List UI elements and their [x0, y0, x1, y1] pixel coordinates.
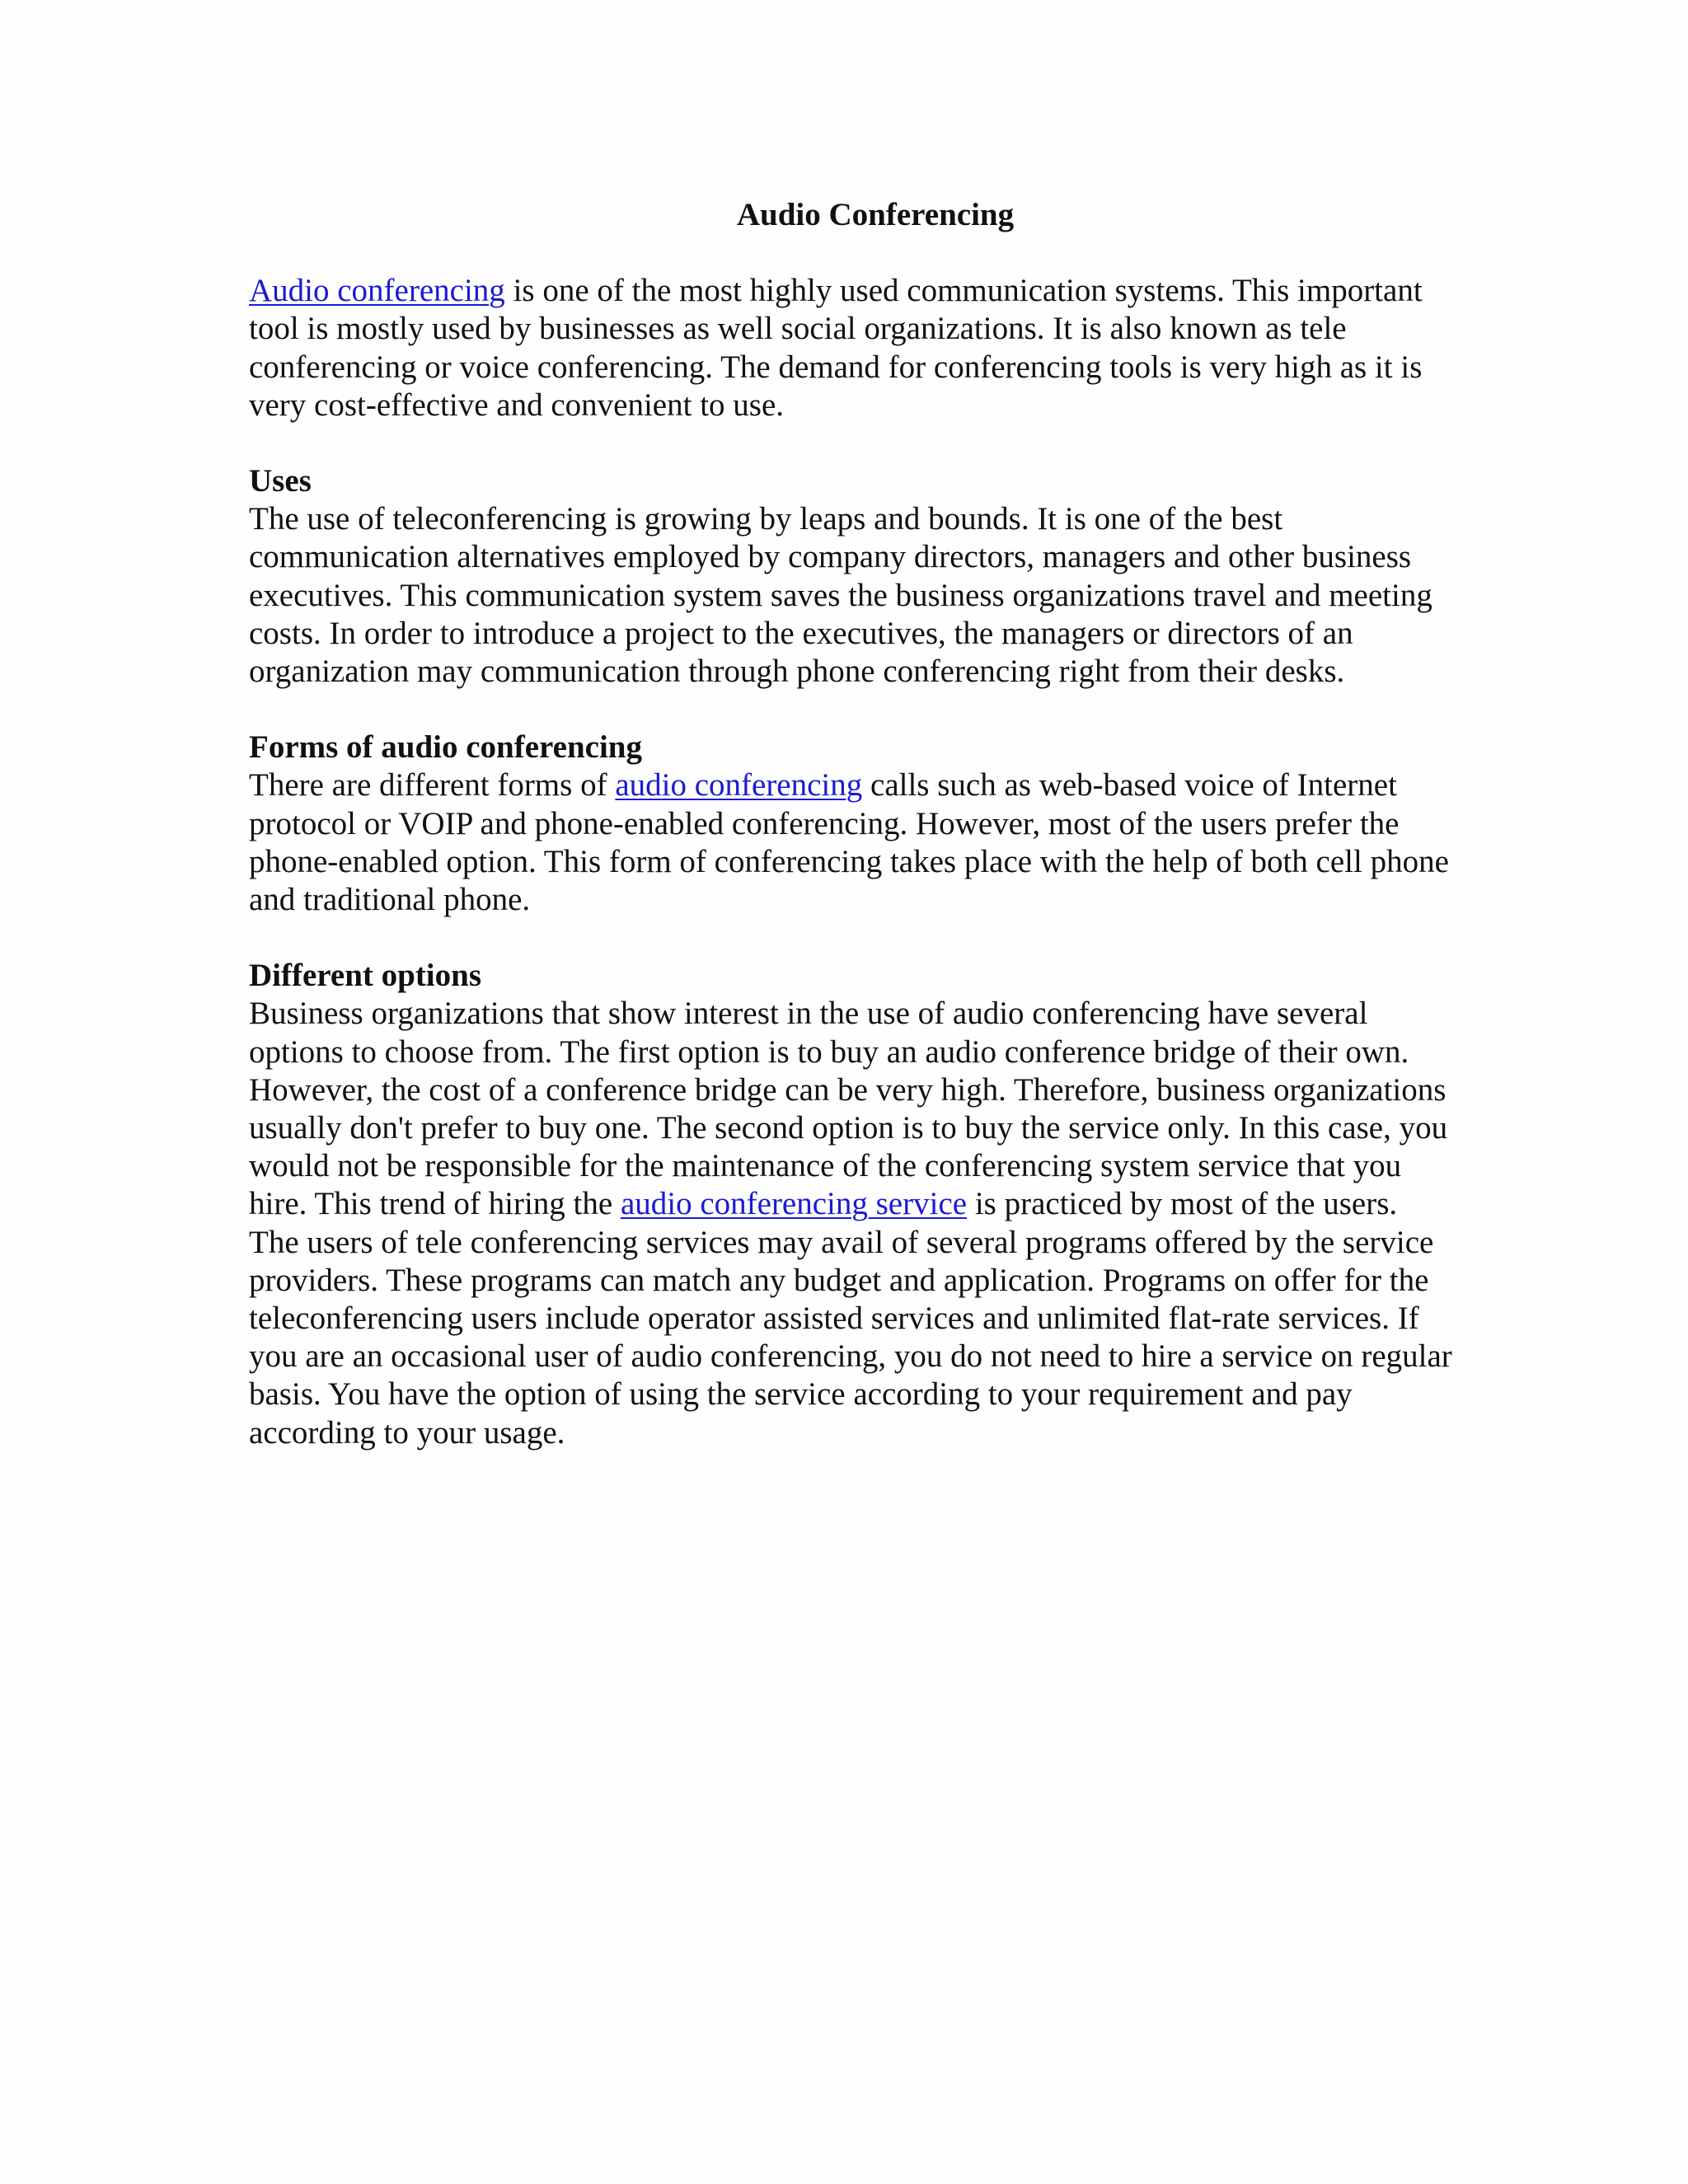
options-paragraph-2: The users of tele conferencing services may avail of several programs offered by the service providers. These programs can match any budget and application. Programs on offer for the teleconferencing users include operator assisted services and unlimited flat-rate services. If you are an occasional user of audio conferencing, you do not need to hire a service on regular basis. You have the option of using the service according to your requirement and pay according to your usage.: [249, 1224, 1452, 1451]
intro-paragraph: [249, 272, 1452, 424]
intro-link[interactable]: Audio conferencing: [249, 273, 505, 309]
section-gap: [249, 424, 1452, 462]
uses-heading: Uses: [249, 463, 312, 499]
options-heading: Different options: [249, 958, 482, 994]
intro-text: is one of the most highly used communication systems. This important tool is mostly used by businesses as well social organizations. It is also known as tele conferencing or voice conferencing. The demand for conferencing tools is very high as it is very cost-effective and convenient to use.: [249, 273, 1423, 423]
forms-text-before: There are different forms of: [249, 767, 616, 804]
options-link[interactable]: audio conferencing service: [620, 1186, 968, 1222]
section-gap: [249, 691, 1452, 729]
options-text-before: Business organizations that show interest in the use of audio conferencing have several options to choose from. The first option is to buy an audio conference bridge of their own. However, the cost of a conference bridge can be very high. Therefore, business organizations usually don't prefer to buy one. The second option is to buy the service only. In this case, you would not be responsible for the maintenance of the conferencing system service that you hire. This trend of hiring the: [249, 996, 1448, 1222]
options-paragraph: [249, 995, 1452, 1223]
document-title: Audio Conferencing: [736, 197, 1015, 232]
forms-text-after: calls such as web-based voice of Internet protocol or VOIP and phone-enabled conferencing. However, most of the users prefer the phone-enabled option. This form of conferencing takes place with the help of both cell phone and traditional phone.: [249, 767, 1449, 918]
uses-paragraph: The use of teleconferencing is growing by leaps and bounds. It is one of the best communication alternatives employed by company directors, managers and other business executives. This communication system saves the business organizations travel and meeting costs. In order to introduce a project to the executives, the managers or directors of an organization may communication through phone conferencing right from their desks.: [249, 501, 1432, 690]
forms-link[interactable]: audio conferencing: [615, 767, 863, 804]
document-body: [249, 196, 1452, 1452]
forms-paragraph: [249, 766, 1452, 919]
section-gap: [249, 919, 1452, 957]
options-text-after: is practiced by most of the users.: [967, 1186, 1398, 1222]
forms-heading: Forms of audio conferencing: [249, 729, 642, 766]
